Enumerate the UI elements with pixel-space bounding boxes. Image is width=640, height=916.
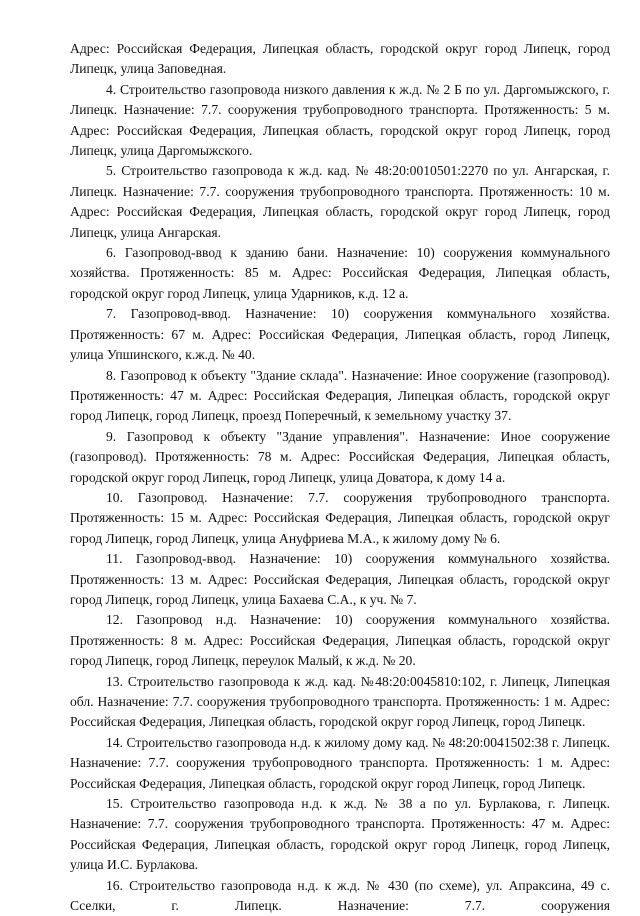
paragraph-item-13: 13. Строительство газопровода к ж.д. кад. №48:20:0045810:102, г. Липецк, Липецкая обл. Назначение: 7.7. сооружения трубопроводного транспорта. Протяженность: 1 м. Адрес: Российская Федерация, Липецкая область, городской округ город Липецк, город Липецк. bbox=[70, 673, 610, 730]
paragraph-item-11: 11. Газопровод-ввод. Назначение: 10) сооружения коммунального хозяйства. Протяженность: 13 м. Адрес: Российская Федерация, Липецкая область, городской округ город Липецк, город Липецк, улица Бахаева С.А., к уч. № 7. bbox=[70, 551, 610, 607]
paragraph-item-15: 15. Строительство газопровода н.д. к ж.д. № 38 а по ул. Бурлакова, г. Липецк. Назначение: 7.7. сооружения трубопроводного транспорта. Протяженность: 47 м. Адрес: Российская Федерация, Липецкая область, городской округ город Липецк, город Липецк, улица И.С. Бурлакова. bbox=[70, 796, 610, 873]
paragraph-item-14: 14. Строительство газопровода н.д. к жилому дому кад. № 48:20:0041502:38 г. Липецк. Назначение: 7.7. сооружения трубопроводного транспорта. Протяженность: 1 м. Адрес: Российская Федерация, Липецкая область, городской округ город Липецк, город Липецк. bbox=[70, 734, 610, 791]
paragraph-address-zapovednaya: Адрес: Российская Федерация, Липецкая область, городской округ город Липецк, город Липецк, улица Заповедная. bbox=[70, 41, 610, 77]
paragraph-item-4: 4. Строительство газопровода низкого давления к ж.д. № 2 Б по ул. Даргомыжского, г. Липецк. Назначение: 7.7. сооружения трубопроводного транспорта. Протяженность: 5 м. Адрес: Российская Федерация, Липецкая область, городской округ город Липецк, город Липецк, улица Даргомыжского. bbox=[70, 81, 610, 159]
paragraph-item-16: 16. Строительство газопровода н.д. к ж.д. № 430 (по схеме), ул. Апраксина, 49 с. Сселки, г. Липецк. Назначение: 7.7. сооружения bbox=[70, 877, 610, 914]
paragraph-item-12: 12. Газопровод н.д. Назначение: 10) сооружения коммунального хозяйства. Протяженность: 8 м. Адрес: Российская Федерация, Липецкая область, городской округ город Липецк, город Липецк, переулок Малый, к ж.д. № 20. bbox=[70, 612, 610, 669]
paragraph-item-8: 8. Газопровод к объекту "Здание склада". Назначение: Иное сооружение (газопровод). Протяженность: 47 м. Адрес: Российская Федерация, Липецкая область, городской округ город Липецк, город Липецк, проезд Поперечный, к земельному участку 37. bbox=[70, 367, 610, 424]
paragraph-item-6: 6. Газопровод-ввод к зданию бани. Назначение: 10) сооружения коммунального хозяйства. Протяженность: 85 м. Адрес: Российская Федерация, Липецкая область, городской округ город Липецк, улица Ударников, к.д. 12 а. bbox=[70, 245, 610, 301]
paragraph-item-9: 9. Газопровод к объекту "Здание управления". Назначение: Иное сооружение (газопровод). Протяженность: 78 м. Адрес: Российская Федерация, Липецкая область, городской округ город Липецк, город Липецк, улица Доватора, к дому 14 а. bbox=[70, 428, 610, 485]
paragraph-item-5: 5. Строительство газопровода к ж.д. кад. № 48:20:0010501:2270 по ул. Ангарская, г. Липецк. Назначение: 7.7. сооружения трубопроводного транспорта. Протяженность: 10 м. Адрес: Российская Федерация, Липецкая область, городской округ город Липецк, город Липецк, улица Ангарская. bbox=[70, 163, 610, 240]
paragraph-item-10: 10. Газопровод. Назначение: 7.7. сооружения трубопроводного транспорта. Протяженность: 15 м. Адрес: Российская Федерация, Липецкая область, городской округ город Липецк, город Липецк, улица Ануфриева М.А., к жилому дому № 6. bbox=[70, 489, 610, 546]
paragraph-item-7: 7. Газопровод-ввод. Назначение: 10) сооружения коммунального хозяйства. Протяженность: 67 м. Адрес: Российская Федерация, Липецкая область, город Липецк, улица Упшинского, к.ж.д. № 40. bbox=[70, 306, 610, 363]
